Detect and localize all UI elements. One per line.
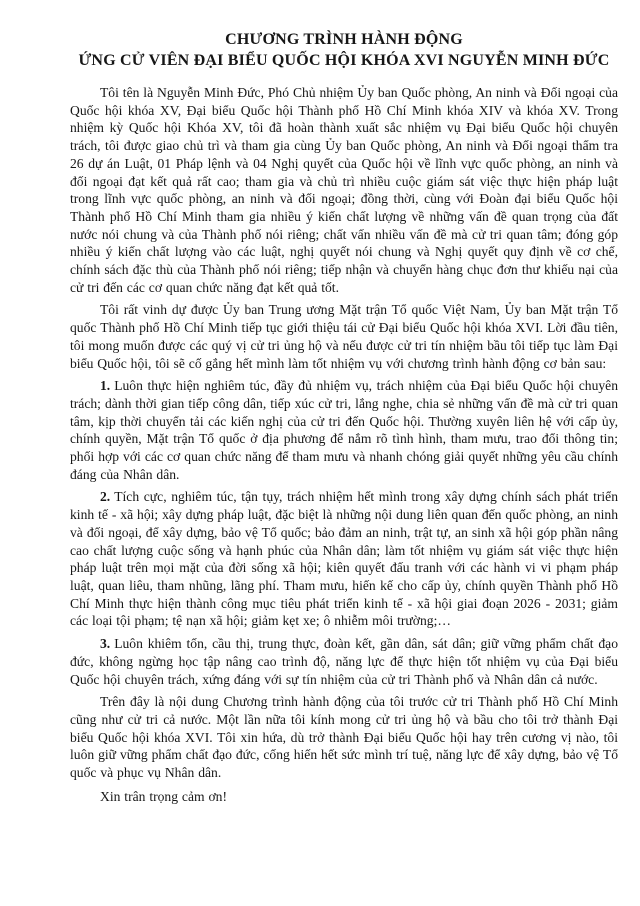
action-item-2-number: 2. (100, 489, 111, 505)
paragraph-text: Luôn khiêm tốn, cầu thị, trung thực, đoàn kết, gần dân, sát dân; giữ vững phẩm chất đạo đức, không ngừng học tập nâng cao trình độ, năng lực để thực hiện tốt nhiệm vụ của Đại biểu Quốc hội chuyên trách, xứng đáng với sự tín nhiệm của cử tri Thành phố và Nhân dân cả nước. (70, 636, 618, 687)
paragraph-introduction (70, 84, 618, 296)
paragraph-text: Trên đây là nội dung Chương trình hành động của tôi trước cử tri Thành phố Hồ Chí Minh cũng như cử tri cả nước. Một lần nữa tôi kính mong cử tri ủng hộ và bầu cho tôi trở thành Đại biểu Quốc hội khóa XVI. Tôi xin hứa, dù trở thành Đại biểu Quốc hội hay trên cương vị nào, tôi luôn giữ vững phẩm chất đạo đức, cống hiến hết sức mình trí tuệ, năng lực để xây dựng, bảo vệ Tổ quốc và phục vụ Nhân dân. (70, 694, 618, 781)
closing-text: Xin trân trọng cảm ơn! (100, 788, 227, 804)
paragraph-nomination (70, 301, 618, 372)
paragraph-text: Tích cực, nghiêm túc, tận tụy, trách nhiệm hết mình trong xây dựng chính sách phát triển kinh tế - xã hội; xây dựng pháp luật, đặc biệt là những nội dung liên quan đến quốc phòng, an ninh và đối ngoại, để xây dựng, bảo vệ Tổ quốc; bảo đảm an ninh, trật tự, an sinh xã hội góp phần nâng cao chất lượng cuộc sống và hạnh phúc của Nhân dân; làm tốt nhiệm vụ giám sát việc thực hiện pháp luật trên mọi mặt của đời sống xã hội; kiên quyết đấu tranh với các hành vi vi phạm pháp luật, quan liêu, tham nhũng, lãng phí. Tham mưu, hiến kế cho cấp ủy, chính quyền Thành phố Hồ Chí Minh thực hiện thành công mục tiêu phát triển kinh tế - xã hội giai đoạn 2026 - 2031; giảm các loại tội phạm; tệ nạn xã hội; giảm kẹt xe; ô nhiễm môi trường;… (70, 489, 618, 629)
document-title-line1: CHƯƠNG TRÌNH HÀNH ĐỘNG (225, 31, 463, 48)
action-item-3 (70, 635, 618, 688)
paragraph-text: Tôi tên là Nguyễn Minh Đức, Phó Chủ nhiệm Ủy ban Quốc phòng, An ninh và Đối ngoại của Quốc hội khóa XV, Đại biểu Quốc hội Thành phố Hồ Chí Minh khóa XIV và khóa XV. Trong nhiệm kỳ Quốc hội Khóa XV, tôi đã hoàn thành xuất sắc nhiệm vụ Đại biểu Quốc hội chuyên trách, tôi được giao chủ trì và tham gia cùng Ủy ban Quốc phòng, An ninh và Đối ngoại thẩm tra 26 dự án Luật, 01 Pháp lệnh và 04 Nghị quyết của Quốc hội về lĩnh vực quốc phòng, an ninh và đối ngoại đạt kết quả rất cao; tham gia và chủ trì nhiều cuộc giám sát việc thực hiện pháp luật trong lĩnh vực quốc phòng, an ninh và đối ngoại; đồng thời, cùng với Đoàn đại biểu Quốc hội Thành phố Hồ Chí Minh tham gia nhiều ý kiến chất lượng về những vấn đề quan trọng của đất nước nói chung và của Thành phố nói riêng; chất vấn nhiều vấn đề mà cử tri quan tâm; đóng góp nhiều ý kiến chất lượng vào các luật, nghị quyết nói chung và Nghị quyết quy định về cơ chế, chính sách đặc thù của Thành phố nói riêng; tiếp nhận và chuyển hàng chục đơn thư khiếu nại của cử tri đến các cơ quan chức năng đạt kết quả tốt. (70, 85, 618, 295)
paragraph-conclusion (70, 693, 618, 782)
paragraph-text: Luôn thực hiện nghiêm túc, đầy đủ nhiệm vụ, trách nhiệm của Đại biểu Quốc hội chuyên trách; dành thời gian tiếp công dân, tiếp xúc cử tri, lắng nghe, chia sẻ những vấn đề mà cử tri quan tâm, kịp thời chuyển tải các kiến nghị của cử tri đến Quốc hội. Thường xuyên liên hệ với cấp ủy, chính quyền, Mặt trận Tổ quốc ở địa phương để nắm rõ tình hình, tham mưu, trao đổi thông tin; phối hợp với các cơ quan chức năng để tham mưu và nhanh chóng giải quyết những yêu cầu chính đáng của Nhân dân. (70, 378, 618, 482)
document-body (70, 84, 618, 805)
action-item-3-number: 3. (100, 636, 111, 652)
action-item-1-number: 1. (100, 378, 111, 394)
document-title-line2: ỨNG CỬ VIÊN ĐẠI BIỂU QUỐC HỘI KHÓA XVI NGUYỄN MINH ĐỨC (78, 52, 610, 69)
document-header (70, 29, 618, 71)
action-item-1 (70, 377, 618, 483)
action-item-2 (70, 488, 618, 630)
paragraph-closing (70, 788, 618, 806)
paragraph-text: Tôi rất vinh dự được Ủy ban Trung ương Mặt trận Tổ quốc Việt Nam, Ủy ban Mặt trận Tổ quốc Thành phố Hồ Chí Minh tiếp tục giới thiệu tái cử Đại biểu Quốc hội khóa XVI. Lời đầu tiên, tôi mong muốn được các quý vị cử tri ủng hộ và nếu được cử tri tín nhiệm bầu tôi tiếp tục làm Đại biểu Quốc hội, tôi sẽ cố gắng hết mình làm tốt nhiệm vụ với chương trình hành động cơ bản sau: (70, 302, 618, 371)
